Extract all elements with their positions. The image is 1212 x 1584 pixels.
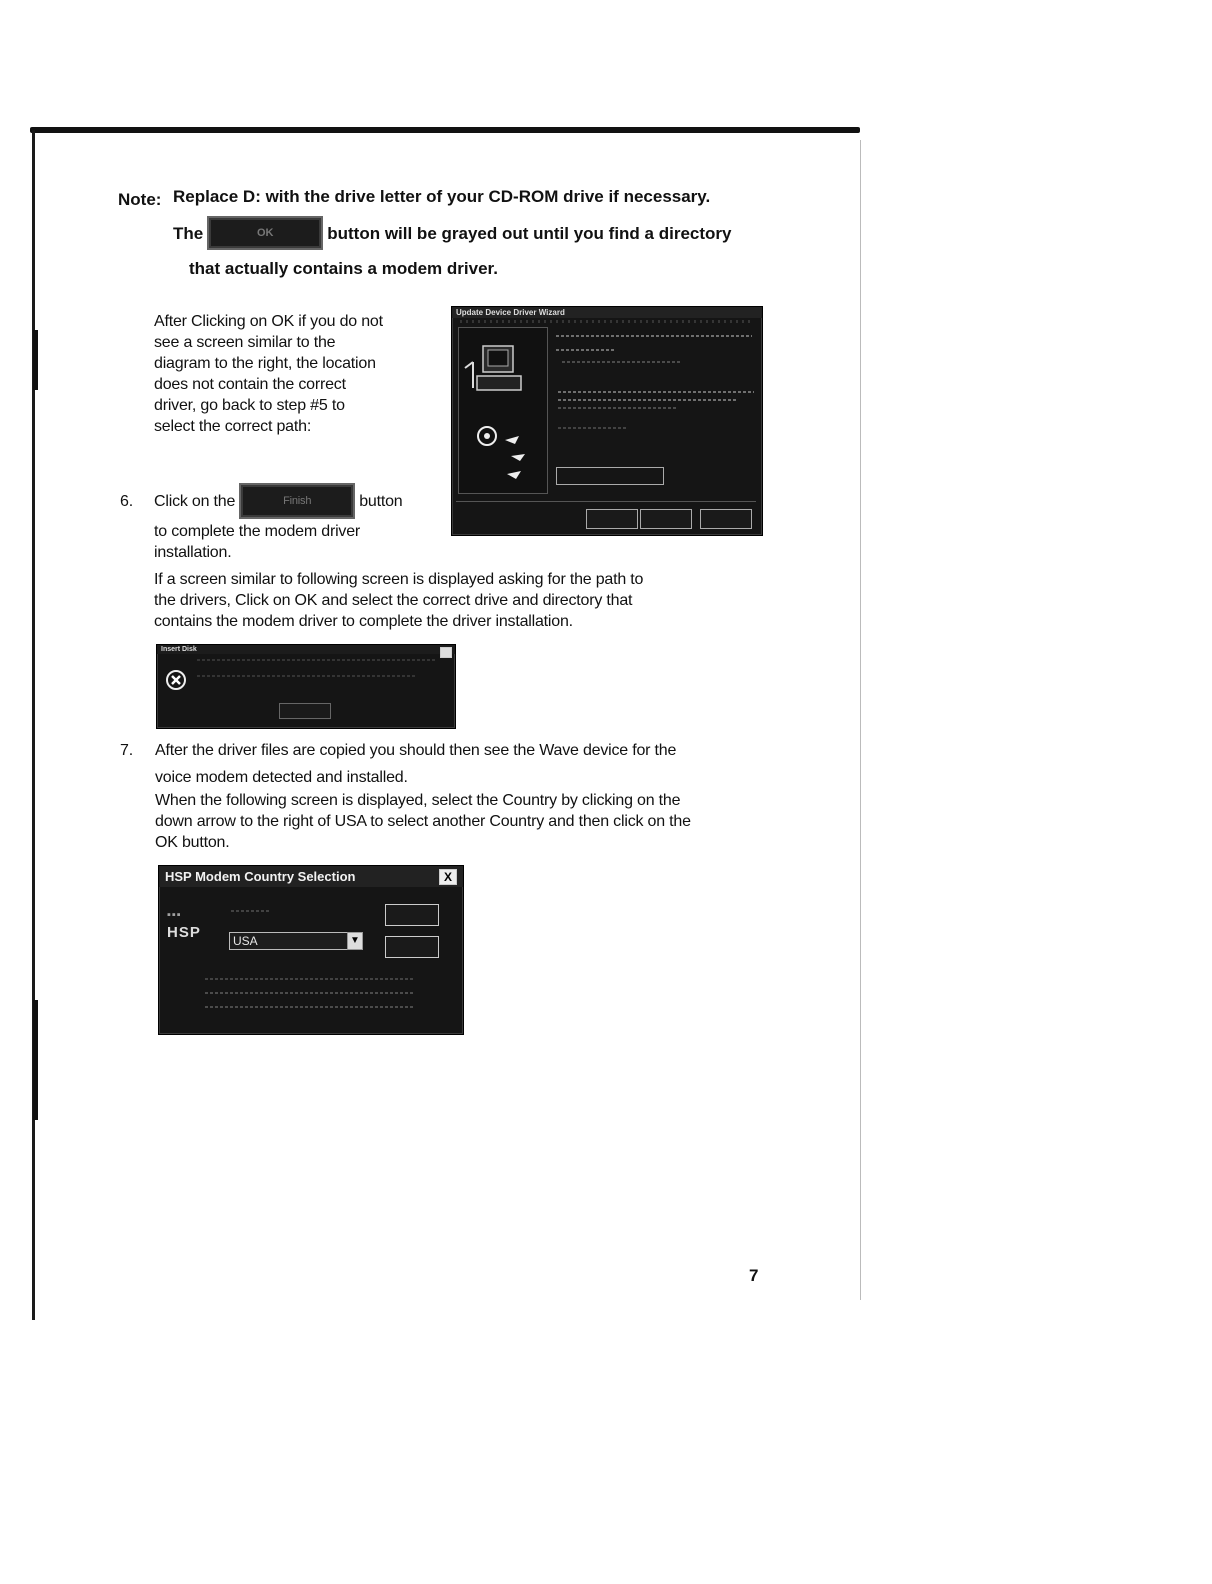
step-6-para-line: If a screen similar to following screen is displayed asking for the path to [154, 571, 644, 588]
insert-disk-ok-button [279, 703, 331, 719]
hsp-logo: ▪▪▪ HSP [167, 909, 201, 941]
step-6-line-3: installation. [154, 544, 232, 561]
error-icon [165, 669, 187, 691]
note-line-2-post: button will be grayed out until you find a directory [327, 223, 732, 243]
wizard-path-field [556, 467, 664, 485]
step-6-post: button [359, 492, 403, 510]
top-rule [30, 127, 860, 133]
step-6-pre: Click on the [154, 492, 236, 510]
country-select: USA [229, 932, 354, 950]
country-cancel-button [385, 936, 439, 958]
step-7-paragraph [155, 790, 775, 853]
step-7-line: After the driver files are copied you should then see the Wave device for the [155, 742, 677, 759]
step-6-para-line: the drivers, Click on OK and select the correct drive and directory that [154, 592, 633, 609]
note-label: Note: [118, 190, 162, 209]
country-dialog-title: HSP Modem Country Selection [159, 866, 463, 887]
wizard-cancel-button [700, 509, 752, 529]
left-margin-rule [32, 130, 35, 1320]
after-ok-line: select the correct path: [154, 418, 312, 435]
left-margin-mark [33, 330, 38, 390]
step-7-lines [155, 737, 775, 791]
computer-icon [459, 328, 547, 493]
step-7-number: 7. [120, 742, 133, 759]
note-line-2-pre: The [173, 223, 204, 243]
step-6-line-1 [154, 483, 403, 519]
note-line-1: Replace D: with the drive letter of your CD-ROM drive if necessary. [173, 187, 711, 206]
wizard-graphic [458, 327, 548, 494]
country-ok-button [385, 904, 439, 926]
step-7-para-line: down arrow to the right of USA to select another Country and then click on the [155, 813, 691, 830]
ok-button-image: OK [207, 216, 323, 250]
after-ok-line: After Clicking on OK if you do not [154, 313, 383, 330]
after-ok-line: diagram to the right, the location [154, 355, 376, 372]
page-number: 7 [749, 1266, 759, 1285]
wizard-title: Update Device Driver Wizard [452, 307, 762, 318]
close-icon: X [439, 869, 457, 885]
wizard-back-button [586, 509, 638, 529]
step-6-line-2: to complete the modem driver [154, 523, 361, 540]
note-line-2 [173, 216, 731, 250]
step-6-number: 6. [120, 493, 133, 510]
after-ok-line: driver, go back to step #5 to [154, 397, 345, 414]
insert-disk-title: Insert Disk [157, 645, 455, 654]
chevron-down-icon: ▼ [347, 932, 363, 950]
finish-button-image: Finish [239, 483, 355, 519]
step-7-para-line: When the following screen is displayed, select the Country by clicking on the [155, 792, 681, 809]
left-margin-mark [33, 1000, 38, 1120]
wizard-finish-button [640, 509, 692, 529]
country-selection-dialog [158, 865, 464, 1035]
close-icon [440, 647, 452, 658]
after-ok-line: see a screen similar to the [154, 334, 336, 351]
right-margin-rule [860, 140, 861, 1300]
step-6-para-line: contains the modem driver to complete the driver installation. [154, 613, 573, 630]
insert-disk-screenshot [156, 644, 456, 729]
step-7-para-line: OK button. [155, 834, 230, 851]
update-driver-wizard-screenshot [451, 306, 763, 536]
step-7-line: voice modem detected and installed. [155, 769, 408, 786]
after-ok-line: does not contain the correct [154, 376, 346, 393]
step-6-paragraph [154, 569, 774, 632]
hsp-logo-text: HSP [167, 924, 201, 941]
after-ok-paragraph [154, 311, 434, 437]
note-line-3: that actually contains a modem driver. [189, 259, 498, 278]
